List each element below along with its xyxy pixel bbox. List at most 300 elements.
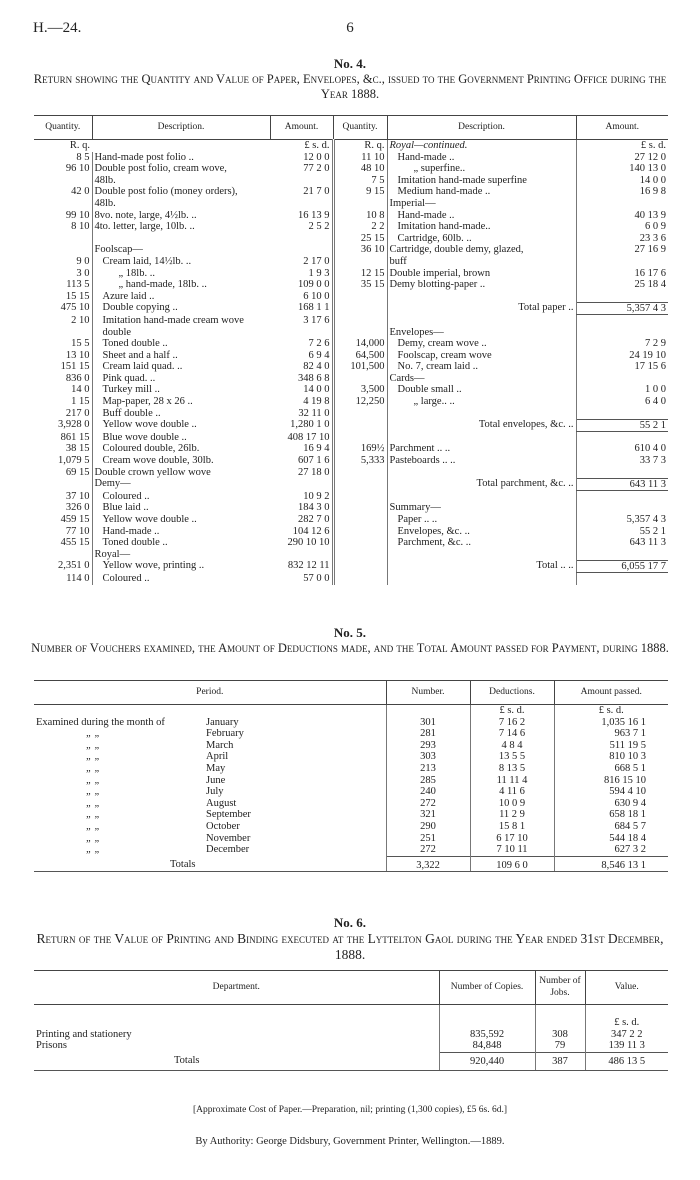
amount-cell: 23 3 6: [576, 233, 668, 245]
table-row: [34, 455, 668, 467]
quantity-cell: 1 15: [34, 396, 92, 408]
ditto-mark: „ „: [86, 786, 101, 798]
quantity-cell: 42 0: [34, 186, 92, 198]
amount-cell: 6 9 4: [270, 350, 333, 362]
amount-passed-cell: 684 5 7: [614, 820, 646, 832]
description-cell: Double crown yellow wove: [94, 466, 211, 478]
quantity-cell: 15 5: [34, 338, 92, 350]
amount-cell: 82 4 0: [270, 361, 333, 373]
table-row: [34, 844, 668, 856]
total-copies: 920,440: [439, 1052, 535, 1071]
description-cell: [92, 233, 270, 245]
amount-passed-cell: 594 4 10: [609, 786, 646, 798]
quantity-cell: 217 0: [34, 408, 92, 420]
description-cell: 48lb.: [94, 197, 116, 209]
section-title: Number of Vouchers examined, the Amount of Deductions made, and the Total Amount passed for Payment, during 1888.: [31, 641, 669, 655]
table-row: [34, 443, 668, 455]
period-cell: [34, 809, 386, 821]
table-row: [34, 186, 668, 198]
col-value: Value.: [585, 971, 668, 1005]
amount-cell: 16 13 9: [270, 210, 333, 222]
value-unit: £ s. d.: [614, 1017, 640, 1028]
description-cell: Azure laid ..: [102, 290, 155, 302]
description-cell: Hand-made ..: [397, 151, 455, 163]
amount-cell: 6 4 0: [576, 396, 668, 408]
section-title: Return showing the Quantity and Value of Paper, Envelopes, &c., issued to the Government Printing Office during the Year 1888.: [33, 72, 667, 101]
table-row: [34, 291, 668, 303]
number-cell: 285: [386, 775, 470, 787]
period-cell: [34, 798, 386, 810]
number-cell: 303: [386, 751, 470, 763]
description-cell: Double post folio, cream wove,: [94, 163, 227, 175]
amount-cell: 2 17 0: [270, 256, 333, 268]
footnote: [Approximate Cost of Paper.—Preparation, nil; printing (1,300 copies), £5 6s. 6d.]: [193, 1105, 507, 1115]
quantity-cell: 101,500: [333, 361, 387, 373]
table-row: [34, 526, 668, 538]
description-cell: [387, 467, 576, 479]
table-body: [34, 705, 668, 872]
amount-cell: 17 15 6: [576, 361, 668, 373]
amount-cell: 5,357 4 3: [576, 302, 668, 315]
description-cell: Cream laid, 14½lb. ..: [102, 255, 192, 267]
value-cell: 347 2 2: [611, 1028, 643, 1040]
description-cell: Total .. ..: [536, 560, 574, 572]
table-row: [34, 175, 668, 187]
department-cell: Printing and stationery: [34, 1029, 439, 1041]
amount-cell: [576, 467, 668, 479]
table-row: [34, 210, 668, 222]
number-cell: 293: [386, 740, 470, 752]
deductions-cell: 13 5 5: [470, 751, 554, 763]
quantity-cell: 3,928 0: [34, 419, 92, 432]
quantity-cell: 326 0: [34, 502, 92, 514]
quantity-cell: 11 10: [333, 152, 387, 164]
section-title: Return of the Value of Printing and Binding executed at the Lyttelton Gaol during the Year ended 31st December, 1888.: [36, 931, 664, 962]
quantity-cell: 12,250: [333, 396, 387, 408]
description-cell: [387, 432, 576, 444]
description-cell: Total parchment, &c. ..: [476, 478, 574, 490]
description-cell: [387, 573, 576, 585]
period-cell: [34, 775, 386, 787]
quantity-cell: [34, 198, 92, 210]
amount-cell: 1,280 1 0: [270, 419, 333, 432]
page-ref: H.—24.: [33, 20, 82, 36]
period-cell: [34, 844, 386, 856]
table-row: [34, 163, 668, 175]
table-row: [34, 514, 668, 526]
description-cell: Royal—: [94, 548, 131, 560]
description-cell: „ superfine..: [413, 163, 466, 175]
deductions-cell: 4 11 6: [470, 786, 554, 798]
description-cell: Pasteboards .. ..: [389, 455, 456, 467]
deductions-cell: 6 17 10: [470, 833, 554, 845]
amount-cell: 33 7 3: [576, 455, 668, 467]
amount-cell: 104 12 6: [270, 526, 333, 538]
amount-cell: 25 18 4: [576, 279, 668, 291]
description-cell: [387, 315, 576, 327]
description-cell: 8vo. note, large, 4½lb. ..: [94, 209, 197, 221]
quantity-cell: [333, 373, 387, 385]
table-body: [34, 1005, 668, 1071]
description-cell: Coloured ..: [102, 490, 150, 502]
ditto-mark: „ „: [86, 751, 101, 763]
quantity-cell: 2 10: [34, 315, 92, 327]
description-cell: Demy blotting-paper ..: [389, 279, 486, 291]
table-row: [34, 728, 668, 740]
amount-cell: 27 18 0: [270, 467, 333, 479]
table-row: [34, 775, 668, 787]
section-number: No. 6.: [333, 915, 367, 930]
quantity-cell: 2,351 0: [34, 560, 92, 573]
total-amount-passed: 8,546 13 1: [554, 856, 668, 872]
table-row: [34, 821, 668, 833]
quantity-cell: 38 15: [34, 443, 92, 455]
description-cell: „ hand-made, 18lb. ..: [118, 279, 207, 291]
amount-cell: 16 17 6: [576, 268, 668, 280]
description-cell: Coloured ..: [102, 572, 150, 584]
col-number: Number.: [386, 681, 470, 705]
quantity-cell: 9 15: [333, 186, 387, 198]
amount-cell: 55 2 1: [576, 526, 668, 538]
amount-cell: [270, 549, 333, 561]
month-label: April: [206, 751, 229, 763]
amount-cell: 14 0 0: [576, 175, 668, 187]
table-row: [34, 384, 668, 396]
amount-cell: 643 11 3: [576, 537, 668, 549]
quantity-cell: 3 0: [34, 268, 92, 280]
description-cell: Sheet and a half ..: [102, 349, 178, 361]
amount-cell: [576, 291, 668, 303]
deductions-cell: 7 10 11: [470, 844, 554, 856]
table-row: [34, 740, 668, 752]
quantity-cell: 455 15: [34, 537, 92, 549]
amount-cell: [576, 373, 668, 385]
description-cell: Summary—: [389, 502, 441, 514]
quantity-cell: [333, 291, 387, 303]
copies-cell: 84,848: [439, 1040, 535, 1052]
month-label: July: [206, 786, 224, 798]
quantity-cell: [34, 233, 92, 245]
quantity-cell: [34, 478, 92, 491]
table-row: [34, 373, 668, 385]
quantity-cell: 10 8: [333, 210, 387, 222]
section-no6: [0, 915, 700, 963]
table-row: [34, 221, 668, 233]
quantity-cell: [333, 491, 387, 503]
quantity-cell: 48 10: [333, 163, 387, 175]
period-cell: [34, 751, 386, 763]
quantity-cell: [333, 327, 387, 339]
amount-cell: 14 0 0: [270, 384, 333, 396]
quantity-cell: 114 0: [34, 573, 92, 585]
description-cell: Cartridge, double demy, glazed,: [389, 244, 524, 256]
amount-cell: 3 17 6: [270, 315, 333, 327]
amount-cell: 55 2 1: [576, 419, 668, 432]
amount-cell: 12 0 0: [270, 152, 333, 164]
quantity-cell: [333, 573, 387, 585]
quantity-cell: 113 5: [34, 279, 92, 291]
printer-authority: By Authority: George Didsbury, Government Printer, Wellington.—1889.: [195, 1136, 505, 1147]
paper-return-table: [34, 115, 668, 585]
amount-cell: 5,357 4 3: [576, 514, 668, 526]
table-row: [34, 798, 668, 810]
description-cell: „ 18lb. ..: [118, 267, 155, 279]
ditto-mark: „ „: [86, 762, 101, 774]
description-cell: Imitation hand-made superfine: [397, 174, 527, 186]
table-row: [34, 244, 668, 256]
amount-cell: 832 12 11: [270, 560, 333, 573]
total-value: 486 13 5: [585, 1052, 668, 1071]
table-row: [34, 833, 668, 845]
amount-cell: 16 9 8: [576, 186, 668, 198]
table-row: [34, 327, 668, 339]
period-cell: [34, 786, 386, 798]
table-row: [34, 432, 668, 444]
quantity-cell: [333, 302, 387, 315]
table-row: [34, 419, 668, 432]
month-label: January: [206, 716, 239, 728]
amount-cell: 7 2 6: [270, 338, 333, 350]
quantity-cell: [333, 256, 387, 268]
description-cell: Demy, cream wove ..: [397, 338, 487, 350]
amount-cell: [270, 175, 333, 187]
month-label: August: [206, 797, 237, 809]
amount-cell: 21 7 0: [270, 186, 333, 198]
page-header: [0, 20, 700, 40]
deductions-cell: 11 2 9: [470, 809, 554, 821]
deductions-cell: 15 8 1: [470, 821, 554, 833]
amount-cell: [576, 491, 668, 503]
period-cell: [34, 833, 386, 845]
amount-cell: [576, 432, 668, 444]
quantity-cell: 861 15: [34, 432, 92, 444]
col-quantity: Quantity.: [333, 116, 387, 140]
description-cell: double: [102, 326, 132, 338]
amount-cell: [576, 573, 668, 585]
quantity-cell: 36 10: [333, 244, 387, 256]
deductions-cell: 7 16 2: [470, 717, 554, 729]
description-cell: Pink quad. ..: [102, 372, 156, 384]
amount-passed-cell: 668 5 1: [614, 762, 646, 774]
amount-cell: [576, 198, 668, 210]
quantity-cell: 37 10: [34, 491, 92, 503]
description-cell: Medium hand-made ..: [397, 186, 491, 198]
jobs-cell: 308: [535, 1029, 585, 1041]
description-cell: Blue laid ..: [102, 502, 149, 514]
description-cell: buff: [389, 255, 407, 267]
table-row: [34, 302, 668, 315]
table-row: [34, 152, 668, 164]
number-cell: 251: [386, 833, 470, 845]
quantity-cell: 459 15: [34, 514, 92, 526]
amount-cell: 6,055 17 7: [576, 560, 668, 573]
amount-cell: 57 0 0: [270, 573, 333, 585]
quantity-cell: 7 5: [333, 175, 387, 187]
ditto-mark: „ „: [86, 832, 101, 844]
quantity-cell: [34, 244, 92, 256]
amount-cell: [576, 315, 668, 327]
amount-cell: 168 1 1: [270, 302, 333, 315]
table-row: [34, 478, 668, 491]
quantity-cell: [333, 526, 387, 538]
printing-value-table: [34, 970, 668, 1071]
col-quantity: Quantity.: [34, 116, 92, 140]
description-cell: Map-paper, 28 x 26 ..: [102, 396, 193, 408]
amount-cell: 184 3 0: [270, 502, 333, 514]
amount-passed-cell: 630 9 4: [614, 797, 646, 809]
vouchers-table: [34, 680, 668, 872]
quantity-cell: [333, 502, 387, 514]
amount-cell: 2 5 2: [270, 221, 333, 233]
amount-cell: 607 1 6: [270, 455, 333, 467]
table-row: [34, 786, 668, 798]
description-cell: Foolscap, cream wove: [397, 349, 492, 361]
copies-cell: 835,592: [439, 1029, 535, 1041]
table-row: [34, 1029, 668, 1041]
description-cell: Total envelopes, &c. ..: [478, 419, 574, 431]
col-period: Period.: [34, 681, 386, 705]
totals-label: Totals: [34, 1052, 439, 1071]
quantity-cell: 836 0: [34, 373, 92, 385]
description-cell: Cream wove double, 30lb.: [102, 455, 214, 467]
description-cell: Coloured double, 26lb.: [102, 443, 200, 455]
description-cell: Double small ..: [397, 384, 462, 396]
quantity-cell: [333, 478, 387, 491]
description-cell: Yellow wove double ..: [102, 419, 197, 431]
description-cell: Demy—: [94, 478, 131, 490]
description-cell: Parchment, &c. ..: [397, 537, 471, 549]
quantity-cell: [333, 408, 387, 420]
col-deductions: Deductions.: [470, 681, 554, 705]
amount-passed-cell: 627 3 2: [614, 844, 646, 856]
table-row: [34, 491, 668, 503]
amount-cell: 32 11 0: [270, 408, 333, 420]
amount-passed-cell: 816 15 10: [604, 774, 646, 786]
amount-unit: £ s. d.: [270, 140, 333, 152]
description-cell: Envelopes—: [389, 326, 444, 338]
col-copies: Number of Copies.: [439, 971, 535, 1005]
deductions-cell: 4 8 4: [470, 740, 554, 752]
description-cell: 4to. letter, large, 10lb. ..: [94, 221, 195, 233]
amount-cell: 27 16 9: [576, 244, 668, 256]
col-amount-passed: Amount passed.: [554, 681, 668, 705]
description-cell: Hand-made ..: [102, 525, 160, 537]
amount-cell: 4 19 8: [270, 396, 333, 408]
amount-passed-cell: 1,035 16 1: [601, 716, 646, 728]
description-cell: Double post folio (money orders),: [94, 186, 238, 198]
quantity-cell: 25 15: [333, 233, 387, 245]
section-number: No. 5.: [333, 625, 367, 640]
table-row: [34, 140, 668, 152]
amount-cell: [270, 244, 333, 256]
table-body: [34, 140, 668, 585]
table-row: [34, 537, 668, 549]
description-cell: Imperial—: [389, 197, 436, 209]
amount-cell: 77 2 0: [270, 163, 333, 175]
amount-cell: [270, 327, 333, 339]
description-cell: Double copying ..: [102, 302, 178, 314]
table-row: [34, 279, 668, 291]
section-no5: [0, 625, 700, 656]
col-description: Description.: [92, 116, 270, 140]
deductions-cell: 7 14 6: [470, 728, 554, 740]
quantity-cell: 151 15: [34, 361, 92, 373]
period-prefix: Examined during the month of: [36, 716, 165, 728]
amount-cell: 1 9 3: [270, 268, 333, 280]
amount-passed-cell: 544 18 4: [609, 832, 646, 844]
amount-cell: [270, 233, 333, 245]
month-label: March: [206, 739, 234, 751]
deductions-cell: 11 11 4: [470, 775, 554, 787]
table-row: [34, 361, 668, 373]
period-cell: [34, 740, 386, 752]
col-amount: Amount.: [576, 116, 668, 140]
quantity-cell: [333, 560, 387, 573]
number-cell: 281: [386, 728, 470, 740]
amount-unit: £ s. d.: [576, 140, 668, 152]
description-cell: [387, 549, 576, 561]
table-row: [34, 717, 668, 729]
description-cell: Blue wove double ..: [102, 431, 187, 443]
month-label: December: [206, 844, 250, 856]
deductions-unit: £ s. d.: [470, 705, 554, 717]
amount-cell: [270, 478, 333, 491]
description-cell: Total paper ..: [518, 302, 574, 314]
description-cell: Foolscap—: [94, 244, 143, 256]
totals-row: [34, 856, 668, 872]
col-description: Description.: [387, 116, 576, 140]
amount-cell: 140 13 0: [576, 163, 668, 175]
col-amount: Amount.: [270, 116, 333, 140]
table-row: [34, 1040, 668, 1052]
quantity-cell: 8 10: [34, 221, 92, 233]
quantity-cell: 35 15: [333, 279, 387, 291]
amount-cell: 6 0 9: [576, 221, 668, 233]
table-row: [34, 408, 668, 420]
number-cell: 321: [386, 809, 470, 821]
table-row: [34, 549, 668, 561]
table-row: [34, 573, 668, 585]
amount-cell: [576, 408, 668, 420]
amount-passed-cell: 810 10 3: [609, 751, 646, 763]
quantity-cell: 14 0: [34, 384, 92, 396]
amount-cell: 6 10 0: [270, 291, 333, 303]
section-no4: [0, 56, 700, 102]
description-cell: No. 7, cream laid ..: [397, 361, 478, 373]
number-cell: 290: [386, 821, 470, 833]
quantity-cell: 9 0: [34, 256, 92, 268]
description-cell: Royal—continued.: [389, 140, 468, 151]
totals-row: [34, 1052, 668, 1071]
amount-cell: [576, 502, 668, 514]
quantity-cell: [333, 315, 387, 327]
department-cell: Prisons: [34, 1040, 439, 1052]
total-jobs: 387: [535, 1052, 585, 1071]
month-label: February: [206, 728, 244, 740]
quantity-unit: R. q.: [333, 140, 387, 152]
description-cell: Paper .. ..: [397, 514, 438, 525]
quantity-cell: 64,500: [333, 350, 387, 362]
ditto-mark: „ „: [86, 774, 101, 786]
amount-cell: 109 0 0: [270, 279, 333, 291]
description-cell: Cartridge, 60lb. ..: [397, 232, 472, 244]
number-cell: 301: [386, 717, 470, 729]
number-cell: 213: [386, 763, 470, 775]
quantity-cell: [333, 514, 387, 526]
amount-cell: [576, 256, 668, 268]
quantity-cell: 2 2: [333, 221, 387, 233]
description-cell: [387, 408, 576, 420]
